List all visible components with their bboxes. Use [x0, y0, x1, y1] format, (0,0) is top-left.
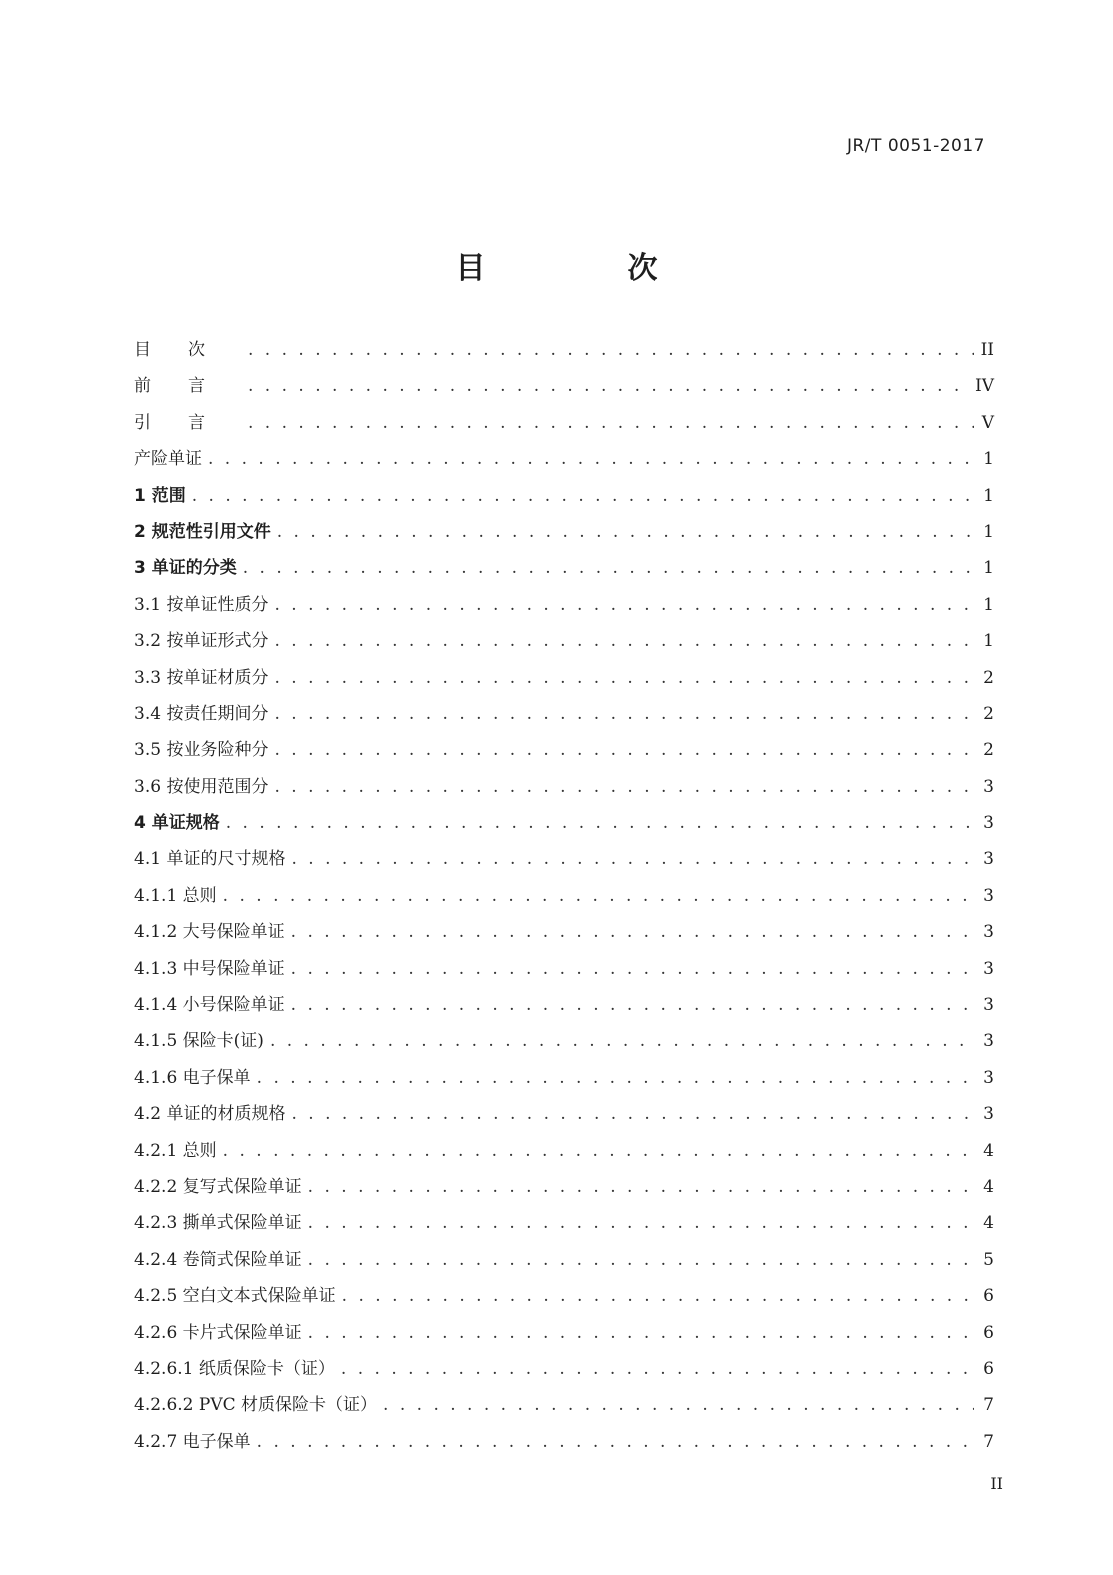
toc-dot-leader	[277, 514, 974, 550]
toc-dot-leader	[257, 1060, 974, 1096]
toc-entry-page: 6	[983, 1322, 994, 1343]
toc-entry-label: 目次	[134, 340, 242, 360]
toc-dot-leader	[274, 587, 974, 623]
toc-entry-page: 4	[983, 1176, 994, 1197]
toc-entry[interactable]	[134, 769, 994, 805]
toc-dot-leader	[308, 1205, 974, 1241]
toc-entry-label: 3.2 按单证形式分	[134, 631, 269, 652]
toc-entry[interactable]	[134, 732, 994, 768]
toc-dot-leader	[274, 660, 974, 696]
toc-dot-leader	[291, 841, 974, 877]
toc-entry-label: 4.2.5 空白文本式保险单证	[134, 1286, 336, 1307]
toc-dot-leader	[291, 1096, 974, 1132]
toc-entry-page: 1	[983, 485, 994, 506]
toc-entry-label: 4.2.6.1 纸质保险卡（证）	[134, 1358, 335, 1379]
toc-dot-leader	[291, 987, 974, 1023]
toc-entry-label: 4.2.6 卡片式保险单证	[134, 1322, 302, 1343]
toc-dot-leader	[208, 441, 974, 477]
toc-entry-label: 3 单证的分类	[134, 558, 237, 579]
toc-entry-page: 3	[983, 776, 994, 797]
toc-entry[interactable]	[134, 1242, 994, 1278]
toc-entry[interactable]	[134, 951, 994, 987]
toc-entry-label: 产险单证	[134, 449, 202, 470]
toc-entry-label: 4.2.7 电子保单	[134, 1431, 251, 1452]
toc-entry-page: 1	[983, 449, 994, 470]
toc-dot-leader	[274, 732, 974, 768]
toc-entry-label: 4.1.3 中号保险单证	[134, 958, 285, 979]
toc-entry[interactable]	[134, 623, 994, 659]
toc-entry-label: 4.1 单证的尺寸规格	[134, 849, 286, 870]
toc-entry[interactable]	[134, 841, 994, 877]
toc-entry-label: 4.2.6.2 PVC 材质保险卡（证）	[134, 1395, 378, 1416]
toc-entry[interactable]	[134, 1096, 994, 1132]
toc-dot-leader	[274, 696, 974, 732]
toc-entry-page: 5	[983, 1249, 994, 1270]
toc-entry-page: 2	[983, 703, 994, 724]
toc-dot-leader	[308, 1169, 974, 1205]
toc-entry[interactable]	[134, 1424, 994, 1460]
toc-entry-page: 3	[983, 813, 994, 834]
toc-entry-page: 7	[983, 1395, 994, 1416]
toc-entry[interactable]	[134, 660, 994, 696]
toc-entry-label: 4.1.1 总则	[134, 885, 217, 906]
toc-entry-label: 4.1.4 小号保险单证	[134, 995, 285, 1016]
toc-entry-label: 4.1.2 大号保险单证	[134, 922, 285, 943]
toc-dot-leader	[291, 951, 974, 987]
toc-dot-leader	[274, 769, 974, 805]
toc-dot-leader	[223, 878, 974, 914]
toc-entry-label: 前言	[134, 376, 242, 397]
toc-entry-label: 4.2 单证的材质规格	[134, 1104, 286, 1125]
toc-entry[interactable]	[134, 1169, 994, 1205]
toc-entry[interactable]	[134, 878, 994, 914]
toc-entry-page: 1	[983, 558, 994, 579]
toc-dot-leader	[248, 405, 974, 441]
toc-list	[134, 332, 994, 1460]
toc-entry-page: 1	[983, 521, 994, 542]
toc-entry[interactable]	[134, 914, 994, 950]
toc-entry-page: 3	[983, 922, 994, 943]
toc-dot-leader	[383, 1387, 974, 1423]
toc-entry-page: 1	[983, 594, 994, 615]
toc-dot-leader	[274, 623, 974, 659]
toc-entry-label: 4.2.3 撕单式保险单证	[134, 1213, 302, 1234]
toc-entry[interactable]	[134, 550, 994, 586]
toc-entry-page: 3	[983, 958, 994, 979]
toc-dot-leader	[341, 1351, 974, 1387]
toc-entry[interactable]	[134, 441, 994, 477]
toc-entry[interactable]	[134, 1060, 994, 1096]
toc-entry-page: 2	[983, 740, 994, 761]
toc-entry-label: 4.2.4 卷筒式保险单证	[134, 1249, 302, 1270]
toc-entry-page: 2	[983, 667, 994, 688]
toc-entry-page: 6	[983, 1358, 994, 1379]
toc-dot-leader	[226, 805, 974, 841]
toc-entry[interactable]	[134, 987, 994, 1023]
toc-entry-label: 引言	[134, 412, 242, 433]
toc-entry-label: 4.2.1 总则	[134, 1140, 217, 1161]
toc-entry-label: 4.1.5 保险卡(证)	[134, 1031, 264, 1052]
toc-entry-page: 3	[983, 885, 994, 906]
toc-entry-label: 3.3 按单证材质分	[134, 667, 269, 688]
toc-entry-page: 3	[983, 849, 994, 870]
toc-entry[interactable]	[134, 478, 994, 514]
toc-entry-label: 4.2.2 复写式保险单证	[134, 1176, 302, 1197]
toc-entry[interactable]	[134, 1387, 994, 1423]
toc-entry-page: 7	[983, 1431, 994, 1452]
toc-dot-leader	[248, 368, 969, 404]
toc-entry-label: 3.4 按责任期间分	[134, 703, 269, 724]
toc-entry[interactable]	[134, 1315, 994, 1351]
toc-entry[interactable]	[134, 368, 994, 404]
toc-entry[interactable]	[134, 1133, 994, 1169]
toc-dot-leader	[291, 914, 974, 950]
toc-dot-leader	[248, 332, 974, 368]
toc-entry-page: 3	[983, 1104, 994, 1125]
toc-entry[interactable]	[134, 332, 994, 368]
toc-entry[interactable]	[134, 1205, 994, 1241]
toc-entry[interactable]	[134, 805, 994, 841]
toc-dot-leader	[223, 1133, 974, 1169]
toc-dot-leader	[257, 1424, 974, 1460]
toc-entry-page: 4	[983, 1140, 994, 1161]
toc-entry[interactable]	[134, 1351, 994, 1387]
toc-entry-page: 3	[983, 1031, 994, 1052]
toc-entry-page: 6	[983, 1286, 994, 1307]
toc-entry-label: 2 规范性引用文件	[134, 521, 271, 542]
toc-dot-leader	[342, 1278, 974, 1314]
toc-entry-page: 3	[983, 1067, 994, 1088]
toc-entry[interactable]	[134, 514, 994, 550]
toc-dot-leader	[243, 550, 974, 586]
document-code: JR/T 0051-2017	[846, 136, 985, 156]
toc-dot-leader	[270, 1023, 974, 1059]
toc-entry-page: 4	[983, 1213, 994, 1234]
toc-entry-page: V	[981, 412, 994, 433]
toc-entry-page: II	[980, 340, 994, 360]
toc-entry-label: 4 单证规格	[134, 813, 220, 834]
toc-entry-label: 4.1.6 电子保单	[134, 1067, 251, 1088]
toc-entry-label: 1 范围	[134, 485, 186, 506]
toc-entry-page: IV	[975, 376, 994, 397]
toc-entry[interactable]	[134, 1278, 994, 1314]
toc-entry-page: 1	[983, 631, 994, 652]
toc-entry[interactable]	[134, 405, 994, 441]
toc-entry-label: 3.1 按单证性质分	[134, 594, 269, 615]
toc-dot-leader	[308, 1315, 974, 1351]
toc-entry[interactable]	[134, 1023, 994, 1059]
page-number: II	[990, 1474, 1003, 1493]
toc-dot-leader	[192, 478, 974, 514]
toc-title: 目 次	[455, 251, 714, 286]
toc-entry-label: 3.5 按业务险种分	[134, 740, 269, 761]
toc-entry[interactable]	[134, 587, 994, 623]
toc-entry-page: 3	[983, 995, 994, 1016]
toc-entry[interactable]	[134, 696, 994, 732]
toc-dot-leader	[308, 1242, 974, 1278]
toc-entry-label: 3.6 按使用范围分	[134, 776, 269, 797]
